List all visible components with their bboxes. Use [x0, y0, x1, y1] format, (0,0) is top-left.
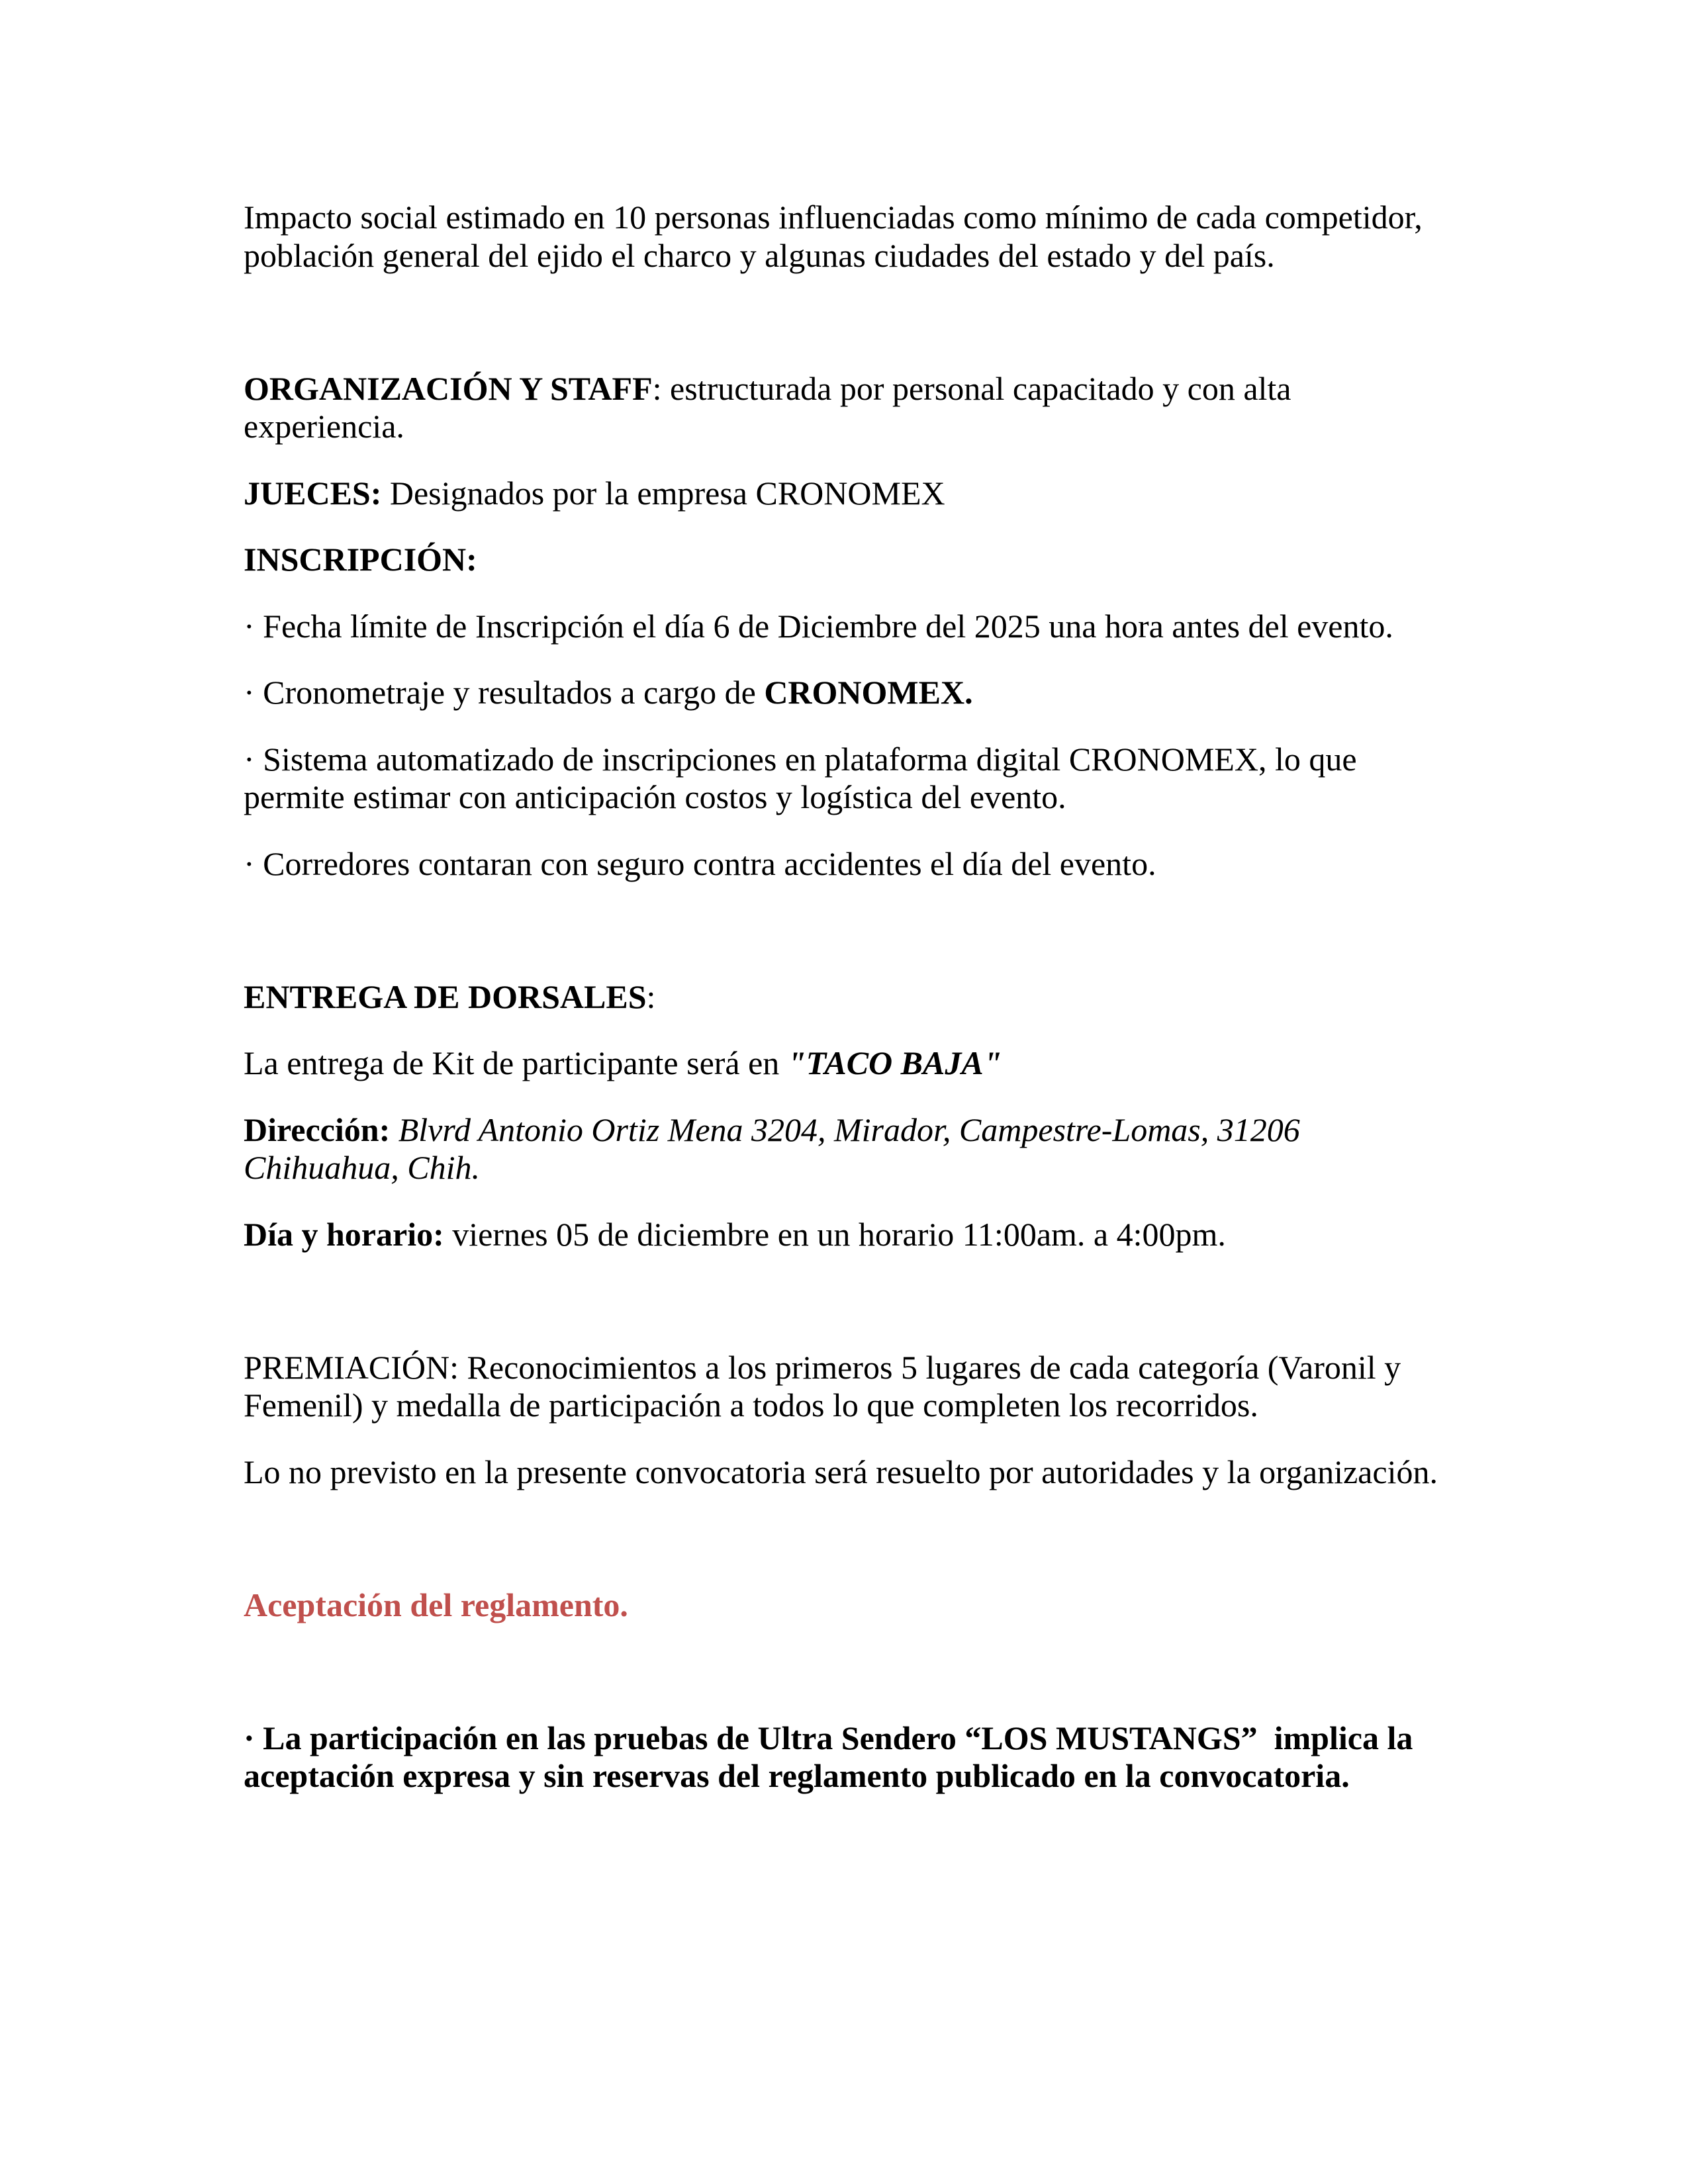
- empty-paragraph: [244, 1520, 1442, 1558]
- text-run: ORGANIZACIÓN Y STAFF: [244, 369, 653, 407]
- paragraph-direccion: [244, 1111, 1442, 1187]
- text-run: JUECES:: [244, 474, 382, 512]
- text-run: Día y horario:: [244, 1215, 444, 1253]
- text-run: · La participación en las pruebas de Ultra Sendero “LOS MUSTANGS” implica la aceptación expresa y sin reservas del reglamento publicado en la convocatoria.: [244, 1719, 1421, 1794]
- heading-entrega-de-dorsales: [244, 978, 1442, 1017]
- text-run: Impacto social estimado en 10 personas influenciadas como mínimo de cada competidor, población general del ejido el charco y algunas ciudades del estado y del país.: [244, 199, 1431, 274]
- empty-paragraph: [244, 1653, 1442, 1691]
- bullet-seguro-accidentes: [244, 845, 1442, 884]
- bullet-fecha-limite: [244, 608, 1442, 646]
- text-run: CRONOMEX.: [764, 674, 973, 711]
- text-run: ENTREGA DE DORSALES: [244, 978, 647, 1015]
- text-run: Dirección:: [244, 1111, 391, 1148]
- document-body: [244, 199, 1442, 1824]
- text-run: Blvrd Antonio Ortiz Mena 3204, Mirador, Campestre-Lomas, 31206 Chihuahua, Chih.: [244, 1111, 1309, 1186]
- text-run: Aceptación del reglamento.: [244, 1586, 628, 1623]
- text-run: La entrega de Kit de participante será en: [244, 1044, 788, 1081]
- text-run: :: [646, 978, 656, 1015]
- text-run: Lo no previsto en la presente convocatoria será resuelto por autoridades y la organización.: [244, 1453, 1438, 1490]
- heading-aceptacion-del-reglamento: [244, 1586, 1442, 1625]
- text-run: · Fecha límite de Inscripción el día 6 de Diciembre del 2025 una hora antes del evento.: [244, 607, 1393, 645]
- heading-inscripcion: [244, 541, 1442, 579]
- text-run: viernes 05 de diciembre en un horario 11:00am. a 4:00pm.: [444, 1215, 1226, 1253]
- paragraph-jueces: [244, 475, 1442, 513]
- paragraph-dia-y-horario: [244, 1216, 1442, 1254]
- empty-paragraph: [244, 1282, 1442, 1320]
- text-run: PREMIACIÓN: Reconocimientos a los primeros 5 lugares de cada categoría (Varonil y Femenil) y medalla de participación a todos lo que completen los recorridos.: [244, 1348, 1409, 1424]
- text-run: "TACO BAJA": [787, 1044, 1002, 1081]
- text-run: · Corredores contaran con seguro contra accidentes el día del evento.: [244, 844, 1156, 882]
- bullet-sistema-automatizado: [244, 741, 1442, 817]
- text-run: · Cronometraje y resultados a cargo de: [244, 674, 765, 711]
- text-run: · Sistema automatizado de inscripciones en plataforma digital CRONOMEX, lo que permite estimar con anticipación costos y logística del evento.: [244, 740, 1366, 815]
- bullet-participacion-implica: [244, 1719, 1442, 1796]
- text-run: : estructurada por personal capacitado y con alta experiencia.: [244, 369, 1299, 445]
- paragraph-impacto-social: [244, 199, 1442, 275]
- empty-paragraph: [244, 303, 1442, 341]
- paragraph-premiacion: [244, 1349, 1442, 1425]
- text-run: Designados por la empresa CRONOMEX: [381, 474, 945, 512]
- empty-paragraph: [244, 911, 1442, 950]
- text-run: INSCRIPCIÓN:: [244, 541, 477, 578]
- paragraph-entrega-kit: [244, 1044, 1442, 1083]
- paragraph-organizacion-y-staff: [244, 370, 1442, 446]
- bullet-cronometraje: [244, 674, 1442, 712]
- paragraph-lo-no-previsto: [244, 1453, 1442, 1492]
